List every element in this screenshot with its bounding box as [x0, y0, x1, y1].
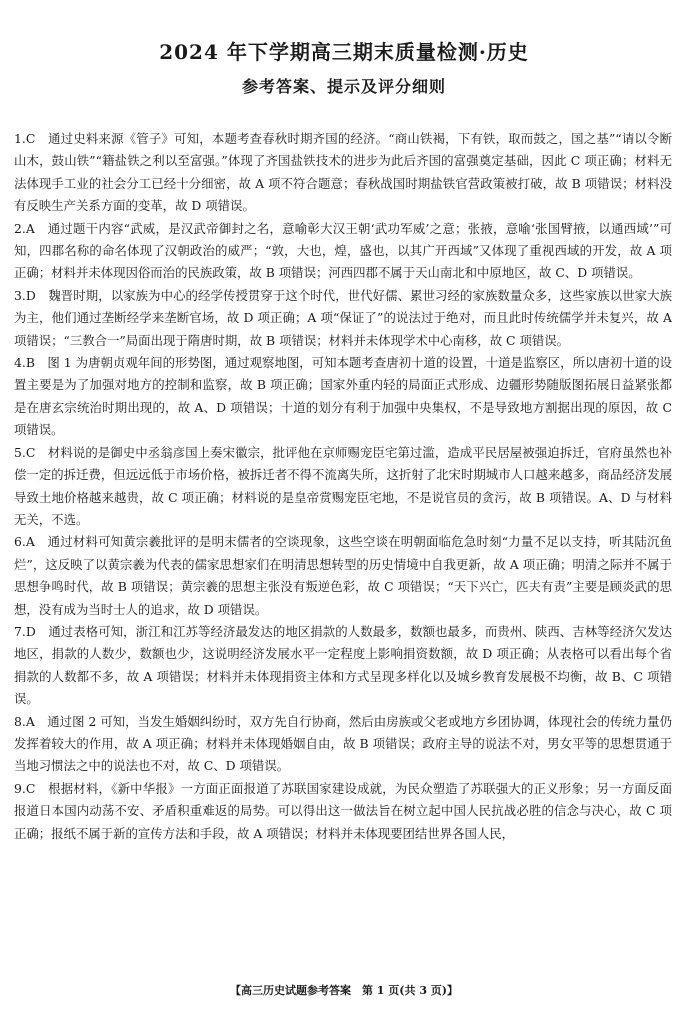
page-footer: 【高三历史试题参考答案 第 1 页(共 3 页)】: [229, 984, 459, 997]
answer-item-1: [14, 128, 672, 218]
answer-item-5: [14, 442, 672, 532]
answer-number: 6.A: [14, 534, 35, 550]
answer-item-9: [14, 778, 672, 845]
page-subtitle: 参考答案、提示及评分细则: [241, 77, 446, 96]
answer-number: 3.D: [14, 287, 36, 303]
answer-item-2: [14, 218, 672, 285]
answer-item-3: [14, 285, 672, 352]
answer-text: 通过材料可知黄宗羲批评的是明末儒者的空谈现象，这些空谈在明朝面临危急时刻“力量不足以支持，听其陆沉鱼烂”，这反映了以黄宗羲为代表的儒家思想家们在明清思想转型的历史情境中自我更新，故 A 项正确；明清之际并不属于思想争鸣时代，故 B 项错误；黄宗羲的思想主张没有叛逆色彩，故 C 项错误；“天下兴亡，匹夫有责”主要是顾炎武的思想，没有成为当时士人的追求，故 D 项错误。: [14, 534, 672, 617]
answer-number: 7.D: [14, 623, 36, 639]
answer-text: 通过表格可知，浙江和江苏等经济最发达的地区捐款的人数最多，数额也最多，而贵州、陕西、吉林等经济欠发达地区，捐款的人数少，数额也少，这说明经济发展水平一定程度上影响捐资数额，故 D 项正确；从表格可以看出每个省捐款的人数都不多，故 A 项错误；材料并未体现捐资主体和方式呈现多样化以及城乡教育发展极不均衡，故 B、C 项错误。: [14, 623, 673, 707]
answer-text: 根据材料，《新中华报》一方面正面报道了苏联国家建设成就，为民众塑造了苏联强大的正义形象；另一方面反面报道日本国内动荡不安、矛盾积重难返的局势。可以得出这一做法旨在树立起中国人民抗战必胜的信念与决心，故 C 项正确；报纸不属于新的宣传方法和手段，故 A 项错误；材料并未体现要团结世界各国人民，: [14, 780, 672, 841]
answer-text: 通过图 2 可知，当发生婚姻纠纷时，双方先自行协商，然后由房族或父老或地方乡团协调，体现社会的传统力量仍发挥着较大的作用，故 A 项正确；材料并未体现婚姻自由，故 B 项错误；政府主导的说法不对，男女平等的思想贯通于当地习惯法之中的说法也不对，故 C、D 项错误。: [14, 713, 672, 774]
page-title: 2024 年下学期高三期末质量检测·历史: [159, 40, 529, 64]
answer-item-6: [14, 531, 672, 621]
answer-number: 5.C: [14, 444, 36, 460]
answer-item-7: [14, 621, 672, 711]
answer-text: 通过题干内容“武威，是汉武帝御封之名，意喻彰大汉王朝‘武功军威’之意；张掖，意喻‘张国臂掖，以通西域’”可知，四郡名称的命名体现了汉朝政治的威严；“敦，大也，煌，盛也，以其广开西域”又体现了重视西域的开发，故 A 项正确；材料并未体现因俗而治的民族政策，故 B 项错误；河西四郡不属于天山南北和中原地区，故 C、D 项错误。: [14, 220, 672, 281]
answers-list: [14, 128, 672, 845]
answer-text: 魏晋时期，以家族为中心的经学传授贯穿于这个时代，世代好儒、累世习经的家族数量众多，这些家族以世家大族为主，他们通过垄断经学来垄断官场，故 D 项正确；A 项“保证了”的说法过于绝对，而且此时传统儒学并未复兴，故 A 项错误；“三教合一”局面出现于隋唐时期，故 B 项错误；材料并未体现学术中心南移，故 C 项错误。: [14, 287, 673, 348]
answer-item-8: [14, 711, 672, 778]
answer-item-4: [14, 352, 672, 442]
answer-number: 4.B: [14, 355, 35, 371]
answer-number: 1.C: [14, 131, 36, 146]
answer-number: 2.A: [14, 220, 35, 236]
answer-number: 9.C: [14, 780, 36, 796]
answer-number: 8.A: [14, 713, 35, 729]
answer-text: 材料说的是御史中丞翁彦国上奏宋徽宗，批评他在京师赐宠臣宅第过滥，造成平民居屋被强迫拆迁，官府虽然也补偿一定的拆迁费，但远远低于市场价格，被拆迁者不得不流离失所，这折射了北宋时期城市人口越来越多，商品经济发展导致土地价格越来越贵，故 C 项正确；材料说的是皇帝赏赐宠臣宅地，不是说官员的贪污，故 B 项错误。A、D 与材料无关，不选。: [14, 444, 672, 527]
answer-text: 通过史料来源《管子》可知，本题考查春秋时期齐国的经济。“商山铁褐，下有铁，取而鼓之，国之基”“请以令断山木，鼓山铁”“籍盐铁之利以至富强。”体现了齐国盐铁技术的进步为此后齐国的富强奠定基础，因此 C 项正确；材料无法体现手工业的社会分工已经十分细密，故 A 项不符合题意；春秋战国时期盐铁官营政策被打破，故 B 项错误；材料没有反映生产关系方面的变革，故 D 项错误。: [14, 131, 672, 214]
answer-text: 图 1 为唐朝贞观年间的形势图，通过观察地图，可知本题考查唐初十道的设置，十道是监察区，所以唐初十道的设置主要是为了加强对地方的控制和监察，故 B 项正确；国家外重内轻的局面正式形成、边疆形势随版图拓展日益紧张都是在唐玄宗统治时期出现的，故 A、D 项错误；十道的划分有利于加强中央集权，不是导致地方割据出现的原因，故 C 项错误。: [14, 355, 673, 438]
